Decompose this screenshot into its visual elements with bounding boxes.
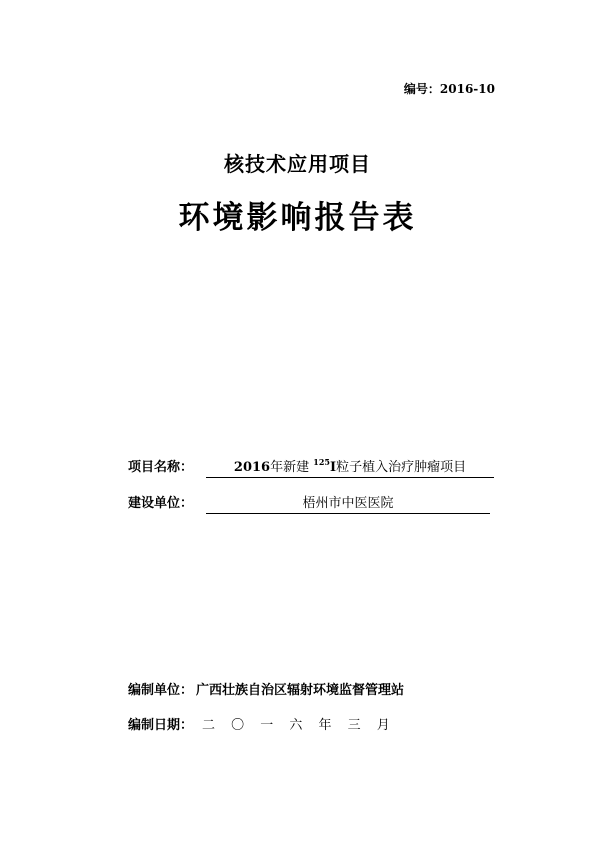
compile-date-label: 编制日期： (128, 718, 194, 733)
project-year: 2016 (233, 460, 271, 475)
project-name-suffix: 粒子植入治疗肿瘤项目 (336, 460, 467, 475)
isotope-symbol: I (329, 460, 337, 475)
project-name-label: 项目名称： (128, 460, 194, 475)
compile-date-value: 二 〇 一 六 年 三 月 (202, 718, 396, 733)
project-name-value (206, 458, 494, 478)
isotope-mass-number: 125 (313, 457, 330, 467)
builder-value: 梧州市中医医院 (206, 494, 490, 514)
compiler-unit-value: 广西壮族自治区辐射环境监督管理站 (196, 683, 405, 698)
report-subtitle: 核技术应用项目 (224, 152, 371, 176)
document-number: 编号：2016-10 (403, 82, 495, 96)
builder-label: 建设单位： (128, 496, 194, 511)
project-name-prefix: 年新建 (270, 460, 310, 475)
report-title: 环境影响报告表 (178, 200, 417, 236)
compiler-unit-label: 编制单位： (128, 683, 194, 698)
